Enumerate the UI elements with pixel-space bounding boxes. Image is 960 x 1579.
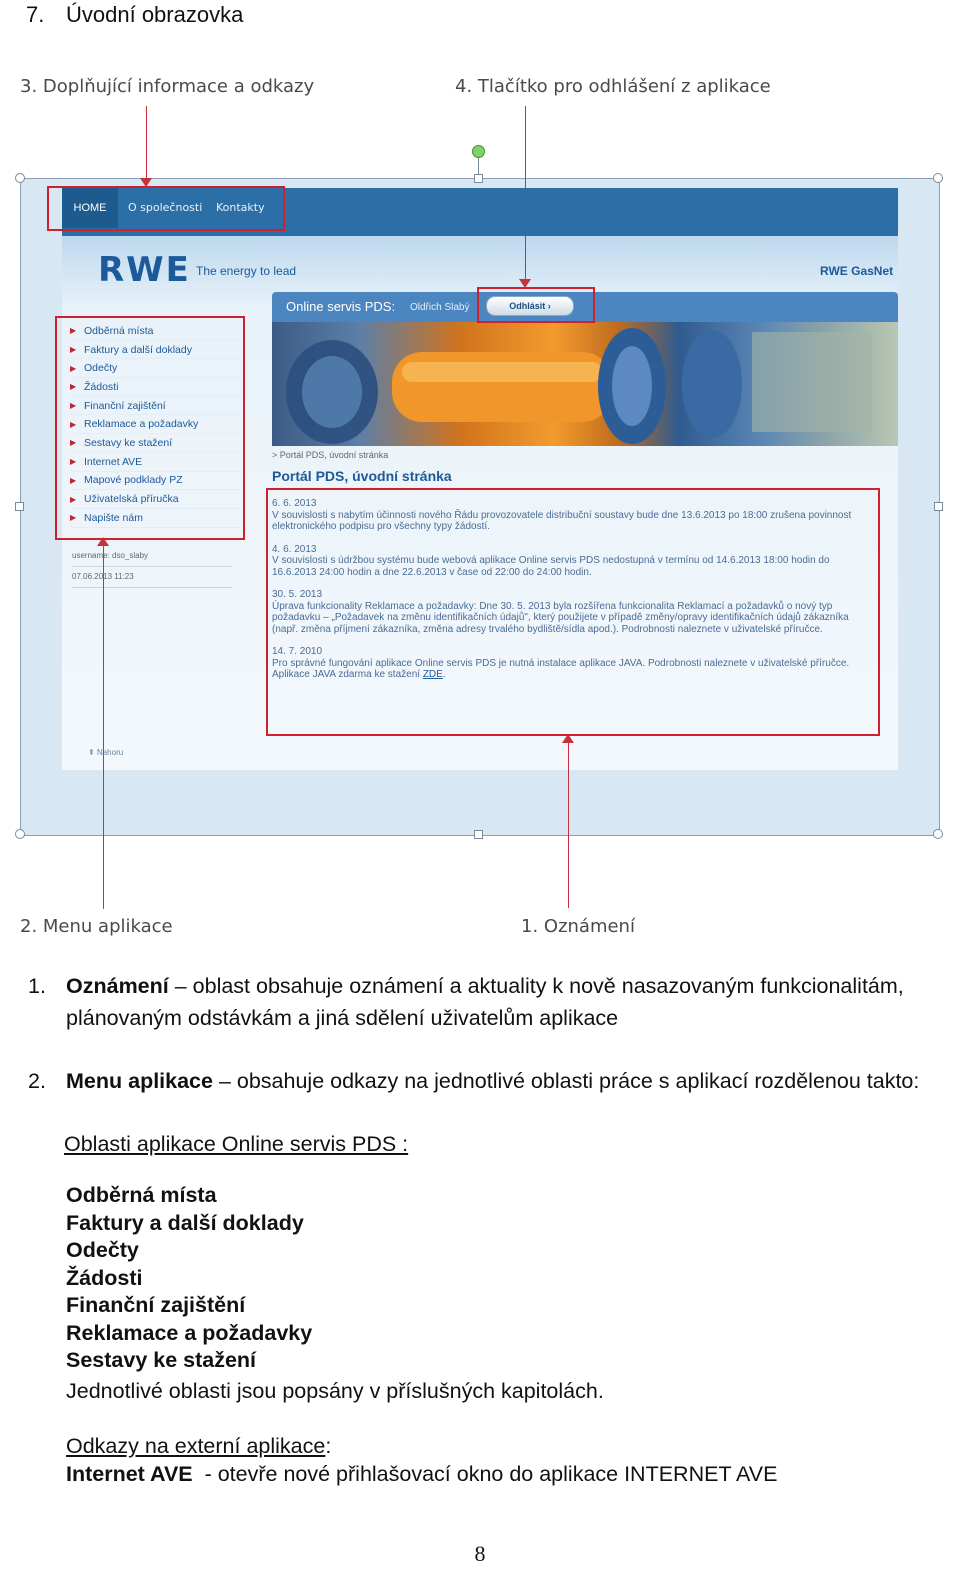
resize-handle[interactable] — [934, 502, 943, 511]
highlight-notices — [266, 488, 880, 736]
external-app-line — [66, 1458, 777, 1490]
bullet-icon: ▶ — [70, 345, 77, 355]
portal-title: Online servis PDS: — [286, 299, 396, 314]
back-to-top-label: Nahoru — [96, 748, 124, 757]
resize-handle[interactable] — [474, 830, 483, 839]
list-item: Odečty — [66, 1238, 139, 1262]
list-number: 2. — [28, 1069, 46, 1093]
section-title: Úvodní obrazovka — [66, 2, 244, 27]
user-info — [72, 546, 232, 588]
list-item: Finanční zajištění — [66, 1293, 246, 1317]
notice-date: 14. 7. 2010 — [272, 646, 323, 657]
menu-item-label: Odběrná místa — [84, 324, 154, 337]
resize-handle[interactable] — [933, 173, 943, 183]
notice-text: Úprava funkcionality Reklamace a požadavky: Dne 30. 5. 2013 byla rozšířena funkcionalita Reklamací a požadavků o nový typ požadavku – „Požadavek na změnu identifikačních údajů", který použijete v případě změny/opravy identifikačních údajů zákazníka (např. změna příjmení zákazníka, změna adresy trvalého bydliště/sídla apod.). Podrobnosti naleznete v uživatelské příručce. — [272, 600, 849, 635]
resize-handle[interactable] — [15, 829, 25, 839]
resize-handle[interactable] — [15, 502, 24, 511]
notice-date: 4. 6. 2013 — [272, 543, 317, 555]
bullet-icon: ▶ — [70, 401, 77, 411]
notice-tail: . — [442, 669, 446, 680]
login-datetime: 07.06.2013 11:23 — [72, 567, 232, 588]
menu-item-label: Sestavy ke stažení — [84, 436, 173, 449]
paragraph-menu — [28, 1065, 956, 1097]
arrow-head-down-icon — [140, 178, 152, 187]
java-download-link[interactable]: ZDE — [422, 669, 443, 680]
banner-image — [272, 322, 898, 446]
arrow-line — [525, 106, 526, 281]
arrow-head-down-icon — [519, 279, 531, 288]
highlight-logout — [477, 287, 595, 323]
bullet-icon: ▶ — [70, 419, 77, 429]
breadcrumb: > Portál PDS, úvodní stránka — [272, 450, 389, 460]
menu-item-label: Napište nám — [84, 511, 143, 524]
notice-text: Pro správné fungování aplikace Online servis PDS je nutná instalace aplikace JAVA. Podrobnosti naleznete v uživatelské příručce. Aplikace JAVA zdarma ke stažení — [272, 657, 850, 680]
bullet-icon: ▶ — [70, 457, 77, 467]
list-item: Žádosti — [66, 1265, 143, 1290]
section-number: 7. — [26, 2, 45, 27]
paragraph-text: – oblast obsahuje oznámení a aktuality k nově nasazovaným funkcionalitám, plánovaným odstávkám a jiná sdělení uživatelům aplikace — [66, 974, 904, 1030]
paragraph-text: – obsahuje odkazy na jednotlivé oblasti práce s aplikací rozdělenou takto: — [212, 1069, 920, 1093]
list-item: Odběrná místa — [66, 1183, 217, 1207]
areas-note: Jednotlivé oblasti jsou popsány v příslušných kapitolách. — [66, 1379, 604, 1403]
bullet-icon: ▶ — [70, 438, 77, 448]
arrow-line — [146, 106, 147, 180]
arrow-line — [568, 742, 569, 908]
brand-right: RWE GasNet — [820, 264, 894, 278]
resize-handle[interactable] — [474, 174, 483, 183]
term-notices: Oznámení — [66, 974, 169, 998]
rotate-handle[interactable] — [472, 145, 485, 158]
back-to-top-link[interactable] — [88, 748, 123, 757]
external-heading-colon: : — [325, 1434, 332, 1458]
notice-text: V souvislosti s nabytím účinnosti nového Řádu provozovatele distribuční soustavy bude dne 13.6.2013 po 18:00 zrušena povinnost elektronického podpisu pro všechny typy žádostí. — [272, 509, 852, 532]
portal-user: Oldřich Slabý — [410, 302, 470, 313]
up-arrow-icon: ⇞ — [88, 748, 97, 757]
bullet-icon: ▶ — [70, 475, 77, 485]
notice-date: 30. 5. 2013 — [272, 589, 323, 600]
callout-additional-info: 3. Doplňující informace a odkazy — [20, 76, 315, 97]
paragraph-notices — [28, 970, 936, 1034]
bullet-icon: ▶ — [70, 363, 77, 373]
callout-logout-button: 4. Tlačítko pro odhlášení z aplikace — [455, 76, 771, 97]
menu-item-label: Žádosti — [84, 380, 119, 393]
term-menu: Menu aplikace — [66, 1069, 213, 1093]
chevron-right-icon: › — [547, 301, 551, 311]
arrow-line — [103, 545, 104, 909]
list-item: Sestavy ke stažení — [66, 1348, 257, 1372]
menu-item-label: Internet AVE — [84, 455, 143, 468]
list-number: 1. — [28, 974, 46, 998]
bullet-icon: ▶ — [70, 382, 77, 392]
menu-item-label: Odečty — [84, 362, 118, 375]
logout-label: Odhlásit — [509, 301, 546, 311]
list-item: Reklamace a požadavky — [66, 1320, 313, 1345]
rwe-logo: RWE — [98, 250, 191, 290]
highlight-menu — [55, 316, 245, 540]
menu-item-label: Mapové podklady PZ — [84, 474, 183, 487]
section-heading — [26, 2, 243, 28]
areas-heading: Oblasti aplikace Online servis PDS : — [64, 1132, 409, 1156]
bullet-icon: ▶ — [70, 513, 77, 523]
resize-handle[interactable] — [15, 173, 25, 183]
menu-item-label: Uživatelská příručka — [84, 493, 179, 506]
external-app-text: - otevře nové přihlašovací okno do aplikace INTERNET AVE — [192, 1462, 778, 1486]
notice-text: V souvislosti s údržbou systému bude webová aplikace Online servis PDS nedostupná v termínu od 14.6.2013 18:00 hodin do 16.6.2013 24:00 hodin a dne 22.6.2013 v čase od 22:00 do 24:00 hodin. — [272, 555, 830, 578]
menu-item-label: Faktury a další doklady — [84, 343, 192, 356]
highlight-top-links — [47, 186, 285, 231]
callout-notices: 1. Oznámení — [521, 916, 635, 937]
resize-handle[interactable] — [933, 829, 943, 839]
bullet-icon: ▶ — [70, 326, 77, 336]
username: username: dso_slaby — [72, 546, 232, 567]
nav-home[interactable]: HOME — [62, 188, 118, 228]
nav-about[interactable]: O společnosti — [128, 201, 203, 214]
menu-item-label: Reklamace a požadavky — [84, 418, 199, 431]
menu-item-label: Finanční zajištění — [84, 399, 166, 412]
list-item: Faktury a další doklady — [66, 1210, 304, 1235]
page-number: 8 — [474, 1541, 486, 1566]
term-internet-ave: Internet AVE — [66, 1462, 193, 1486]
notice-date: 6. 6. 2013 — [272, 498, 317, 509]
pipes-illustration — [272, 322, 898, 446]
bullet-icon: ▶ — [70, 494, 77, 504]
areas-list — [66, 1182, 312, 1375]
callout-app-menu: 2. Menu aplikace — [20, 916, 173, 937]
page-heading: Portál PDS, úvodní stránka — [272, 468, 452, 484]
nav-contacts[interactable]: Kontakty — [216, 201, 265, 214]
external-heading: Odkazy na externí aplikace — [66, 1434, 326, 1458]
rwe-slogan: The energy to lead — [196, 264, 297, 278]
